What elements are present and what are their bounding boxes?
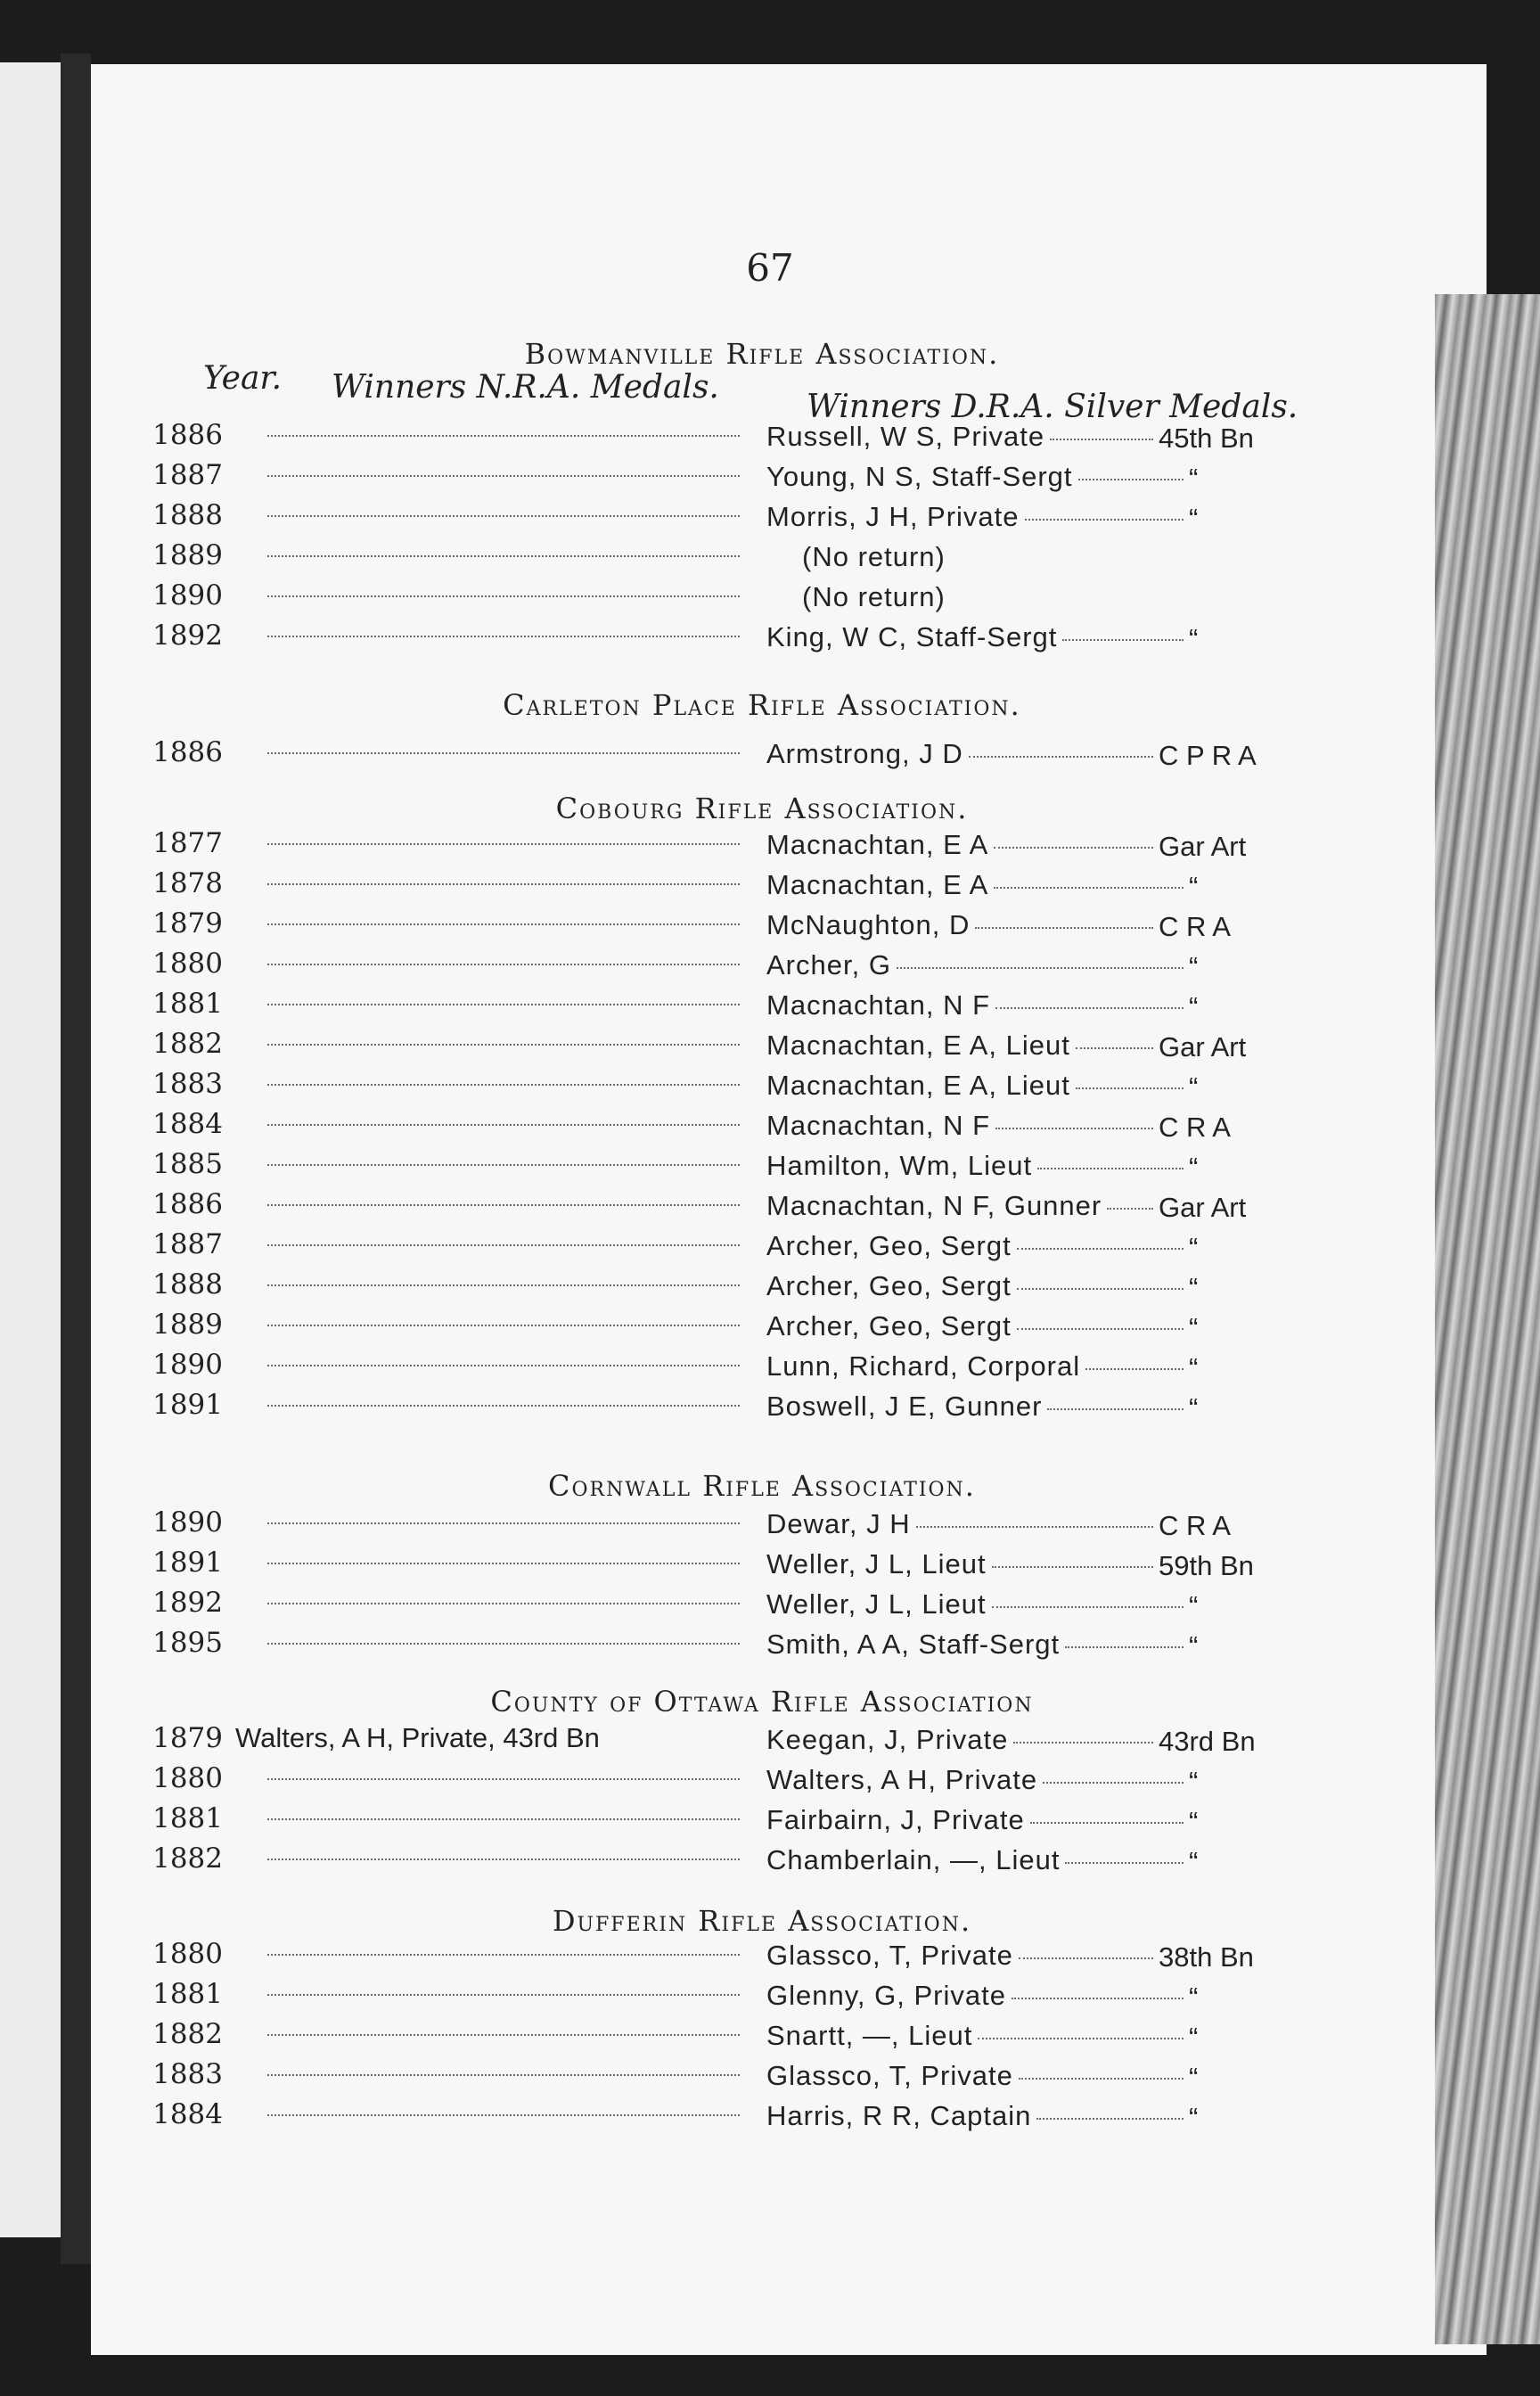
row-year: 1887 <box>152 1228 223 1260</box>
table-row <box>0 1506 1540 1546</box>
table-row <box>0 1188 1540 1227</box>
row-leader-dots <box>267 964 740 965</box>
row-year: 1884 <box>152 1108 223 1140</box>
row-leader-dots <box>1019 2078 1184 2080</box>
row-dra-winner: Armstrong, J D <box>766 738 963 769</box>
row-leader-dots <box>916 1526 1153 1528</box>
row-leader-dots <box>1036 2118 1184 2120</box>
row-dra-winner: Walters, A H, Private <box>766 1764 1038 1795</box>
row-leader-dots <box>1065 1862 1184 1864</box>
row-year: 1892 <box>152 1587 223 1619</box>
row-leader-dots <box>995 1128 1153 1129</box>
row-year: 1895 <box>152 1627 223 1659</box>
row-year: 1881 <box>152 1802 223 1834</box>
row-leader-dots <box>1050 439 1153 440</box>
row-dra-winner: Hamilton, Wm, Lieut <box>766 1150 1033 1181</box>
row-leader-dots <box>995 1007 1184 1009</box>
row-leader-dots <box>267 1522 740 1524</box>
table-row <box>0 867 1540 907</box>
row-leader-dots <box>897 967 1184 969</box>
row-dra-winner: Archer, Geo, Sergt <box>766 1310 1012 1342</box>
row-leader-dots <box>1078 479 1184 480</box>
row-corps: “ <box>1189 1982 1199 2013</box>
row-corps: “ <box>1189 1766 1199 1797</box>
row-year: 1882 <box>152 1842 223 1875</box>
row-leader-dots <box>267 1818 740 1820</box>
row-corps: “ <box>1189 1806 1199 1837</box>
row-year: 1886 <box>152 736 223 768</box>
row-leader-dots <box>1062 639 1184 641</box>
row-year: 1885 <box>152 1148 223 1180</box>
row-year: 1879 <box>152 907 223 940</box>
row-leader-dots <box>267 752 740 754</box>
row-leader-dots <box>267 1244 740 1246</box>
row-leader-dots <box>267 843 740 845</box>
row-leader-dots <box>1017 1248 1184 1250</box>
row-leader-dots <box>267 515 740 517</box>
row-corps: “ <box>1189 1272 1199 1303</box>
row-corps: “ <box>1189 2102 1199 2133</box>
table-row <box>0 419 1540 458</box>
section-title: Carleton Place Rifle Association. <box>503 688 1021 722</box>
row-corps: “ <box>1189 463 1199 494</box>
table-row <box>0 2058 1540 2097</box>
row-year: 1883 <box>152 2058 223 2090</box>
row-year: 1882 <box>152 2018 223 2050</box>
row-leader-dots <box>1107 1208 1153 1210</box>
row-corps: Gar Art <box>1159 1192 1247 1223</box>
row-dra-winner: Chamberlain, —, Lieut <box>766 1844 1061 1875</box>
table-row <box>0 1762 1540 1801</box>
column-header-dra: Winners D.R.A. Silver Medals. <box>807 389 1298 425</box>
row-leader-dots <box>267 435 740 437</box>
row-leader-dots <box>975 927 1153 929</box>
table-row <box>0 1068 1540 1107</box>
row-year: 1890 <box>152 1506 223 1539</box>
section-title: Dufferin Rifle Association. <box>552 1904 972 1938</box>
row-leader-dots <box>1047 1408 1184 1410</box>
row-year: 1879 <box>152 1722 223 1754</box>
table-row <box>0 1028 1540 1067</box>
row-dra-winner: Macnachtan, E A, Lieut <box>766 1070 1070 1101</box>
row-leader-dots <box>994 887 1184 889</box>
row-leader-dots <box>267 1603 740 1604</box>
row-corps: “ <box>1189 1232 1199 1263</box>
row-corps: Gar Art <box>1159 1031 1247 1063</box>
row-leader-dots <box>267 2114 740 2116</box>
table-row <box>0 1389 1540 1428</box>
row-leader-dots <box>1030 1822 1184 1824</box>
table-row <box>0 1228 1540 1268</box>
row-leader-dots <box>1019 1957 1153 1959</box>
row-year: 1881 <box>152 988 223 1020</box>
row-corps: “ <box>1189 871 1199 902</box>
row-corps: C R A <box>1159 1510 1231 1541</box>
row-year: 1889 <box>152 539 223 571</box>
row-leader-dots <box>267 1004 740 1005</box>
row-year: 1890 <box>152 579 223 611</box>
row-leader-dots <box>1025 519 1184 521</box>
row-leader-dots <box>267 1204 740 1206</box>
row-corps: 43rd Bn <box>1159 1726 1256 1757</box>
row-corps: C R A <box>1159 911 1231 942</box>
row-corps: “ <box>1189 2062 1199 2093</box>
row-leader-dots <box>267 1124 740 1126</box>
table-row <box>0 1148 1540 1187</box>
column-header-year: Year. <box>203 360 283 397</box>
table-row <box>0 1978 1540 2017</box>
table-row <box>0 1309 1540 1348</box>
row-corps: “ <box>1189 1352 1199 1383</box>
row-dra-winner: Weller, J L, Lieut <box>766 1588 987 1620</box>
row-leader-dots <box>267 1284 740 1286</box>
row-leader-dots <box>1043 1782 1184 1784</box>
section-title: Bowmanville Rifle Association. <box>524 337 1000 371</box>
row-corps: “ <box>1189 1392 1199 1424</box>
row-dra-winner: (No return) <box>802 541 946 572</box>
row-corps: Gar Art <box>1159 831 1247 862</box>
row-corps: “ <box>1189 1590 1199 1621</box>
row-corps: C P R A <box>1159 740 1257 771</box>
row-leader-dots <box>267 2034 740 2036</box>
row-leader-dots <box>267 1994 740 1996</box>
row-dra-winner: Macnachtan, N F, Gunner <box>766 1190 1102 1221</box>
table-row <box>0 1349 1540 1388</box>
row-corps: 45th Bn <box>1159 423 1254 454</box>
row-dra-winner: Archer, Geo, Sergt <box>766 1270 1012 1301</box>
table-row <box>0 827 1540 866</box>
row-corps: “ <box>1189 2022 1199 2053</box>
table-row <box>0 736 1540 775</box>
row-year: 1890 <box>152 1349 223 1381</box>
row-corps: “ <box>1189 623 1199 654</box>
table-row <box>0 1547 1540 1586</box>
row-leader-dots <box>267 595 740 597</box>
row-corps: “ <box>1189 1846 1199 1877</box>
table-row <box>0 2098 1540 2138</box>
row-dra-winner: King, W C, Staff-Sergt <box>766 621 1058 652</box>
table-row <box>0 539 1540 578</box>
table-row <box>0 499 1540 538</box>
row-dra-winner: Macnachtan, E A <box>766 869 989 900</box>
row-leader-dots <box>267 1164 740 1166</box>
row-corps: “ <box>1189 1152 1199 1183</box>
row-corps: “ <box>1189 1071 1199 1103</box>
row-leader-dots <box>267 636 740 637</box>
row-leader-dots <box>267 1044 740 1046</box>
table-row <box>0 1587 1540 1626</box>
row-year: 1883 <box>152 1068 223 1100</box>
row-dra-winner: (No return) <box>802 581 946 612</box>
row-dra-winner: McNaughton, D <box>766 909 971 940</box>
row-leader-dots <box>994 847 1153 849</box>
row-leader-dots <box>1076 1047 1153 1049</box>
row-leader-dots <box>267 555 740 557</box>
row-leader-dots <box>969 756 1153 758</box>
row-dra-winner: Archer, G <box>766 949 891 981</box>
row-year: 1889 <box>152 1309 223 1341</box>
row-leader-dots <box>267 1365 740 1366</box>
row-leader-dots <box>992 1606 1184 1608</box>
row-leader-dots <box>1065 1646 1184 1648</box>
table-row <box>0 948 1540 987</box>
row-dra-winner: Young, N S, Staff-Sergt <box>766 461 1073 492</box>
row-dra-winner: Fairbairn, J, Private <box>766 1804 1025 1835</box>
table-row <box>0 1627 1540 1666</box>
row-year: 1880 <box>152 1762 223 1794</box>
row-year: 1884 <box>152 2098 223 2130</box>
row-dra-winner: Keegan, J, Private <box>766 1724 1009 1755</box>
section-title: Cornwall Rifle Association. <box>548 1469 976 1503</box>
row-dra-winner: Archer, Geo, Sergt <box>766 1230 1012 1261</box>
row-leader-dots <box>267 1643 740 1645</box>
row-leader-dots <box>267 2074 740 2076</box>
row-dra-winner: Weller, J L, Lieut <box>766 1548 987 1580</box>
row-corps: “ <box>1189 1630 1199 1662</box>
row-dra-winner: Boswell, J E, Gunner <box>766 1391 1043 1422</box>
row-dra-winner: Glassco, T, Private <box>766 1940 1013 1971</box>
table-row <box>0 620 1540 659</box>
row-leader-dots <box>267 1084 740 1086</box>
row-leader-dots <box>1037 1168 1184 1169</box>
row-leader-dots <box>267 475 740 477</box>
row-dra-winner: Harris, R R, Captain <box>766 2100 1032 2131</box>
row-leader-dots <box>267 923 740 925</box>
row-dra-winner: Smith, A A, Staff-Sergt <box>766 1629 1061 1660</box>
row-dra-winner: Russell, W S, Private <box>766 421 1045 452</box>
row-leader-dots <box>1085 1368 1184 1370</box>
row-dra-winner: Macnachtan, E A <box>766 829 989 860</box>
row-corps: 38th Bn <box>1159 1941 1254 1973</box>
row-year: 1880 <box>152 1938 223 1970</box>
row-leader-dots <box>1017 1288 1184 1290</box>
row-dra-winner: Snartt, —, Lieut <box>766 2020 973 2051</box>
row-leader-dots <box>992 1566 1153 1568</box>
row-leader-dots <box>1013 1742 1153 1744</box>
row-dra-winner: Glassco, T, Private <box>766 2060 1013 2091</box>
row-corps: C R A <box>1159 1112 1231 1143</box>
table-row <box>0 579 1540 619</box>
row-leader-dots <box>267 1778 740 1780</box>
table-row <box>0 1842 1540 1882</box>
row-year: 1881 <box>152 1978 223 2010</box>
row-corps: “ <box>1189 1312 1199 1343</box>
row-corps: “ <box>1189 951 1199 982</box>
row-year: 1886 <box>152 1188 223 1220</box>
row-leader-dots <box>267 1325 740 1326</box>
row-leader-dots <box>1076 1087 1184 1089</box>
row-dra-winner: Dewar, J H <box>766 1508 911 1539</box>
row-nra-winner: Walters, A H, Private, 43rd Bn <box>235 1722 600 1753</box>
row-dra-winner: Macnachtan, E A, Lieut <box>766 1030 1070 1061</box>
table-row <box>0 2018 1540 2057</box>
row-dra-winner: Lunn, Richard, Corporal <box>766 1350 1081 1382</box>
page-number: 67 <box>746 246 794 290</box>
table-row <box>0 907 1540 947</box>
row-leader-dots <box>978 2038 1184 2039</box>
row-dra-winner: Morris, J H, Private <box>766 501 1020 532</box>
section-title: Cobourg Rifle Association. <box>555 792 969 825</box>
section-title: County of Ottawa Rifle Association <box>490 1685 1034 1719</box>
row-year: 1891 <box>152 1389 223 1421</box>
table-row <box>0 459 1540 498</box>
table-row <box>0 1938 1540 1977</box>
row-year: 1882 <box>152 1028 223 1060</box>
row-leader-dots <box>267 883 740 885</box>
row-leader-dots <box>267 1954 740 1956</box>
row-leader-dots <box>1012 1998 1184 1999</box>
table-row <box>0 1268 1540 1308</box>
table-row <box>0 1722 1540 1761</box>
row-leader-dots <box>267 1405 740 1407</box>
column-header-nra: Winners N.R.A. Medals. <box>332 369 719 406</box>
row-year: 1878 <box>152 867 223 899</box>
row-year: 1887 <box>152 459 223 491</box>
row-year: 1888 <box>152 499 223 531</box>
row-corps: 59th Bn <box>1159 1550 1254 1581</box>
row-year: 1880 <box>152 948 223 980</box>
row-leader-dots <box>267 1859 740 1860</box>
row-dra-winner: Macnachtan, N F <box>766 1110 991 1141</box>
row-year: 1877 <box>152 827 223 859</box>
row-year: 1888 <box>152 1268 223 1301</box>
row-leader-dots <box>1017 1328 1184 1330</box>
row-year: 1891 <box>152 1547 223 1579</box>
row-leader-dots <box>267 1563 740 1564</box>
row-dra-winner: Macnachtan, N F <box>766 989 991 1021</box>
table-row <box>0 1802 1540 1842</box>
table-row <box>0 1108 1540 1147</box>
row-corps: “ <box>1189 991 1199 1022</box>
row-dra-winner: Glenny, G, Private <box>766 1980 1006 2011</box>
table-row <box>0 988 1540 1027</box>
row-corps: “ <box>1189 503 1199 534</box>
row-year: 1892 <box>152 620 223 652</box>
row-year: 1886 <box>152 419 223 451</box>
